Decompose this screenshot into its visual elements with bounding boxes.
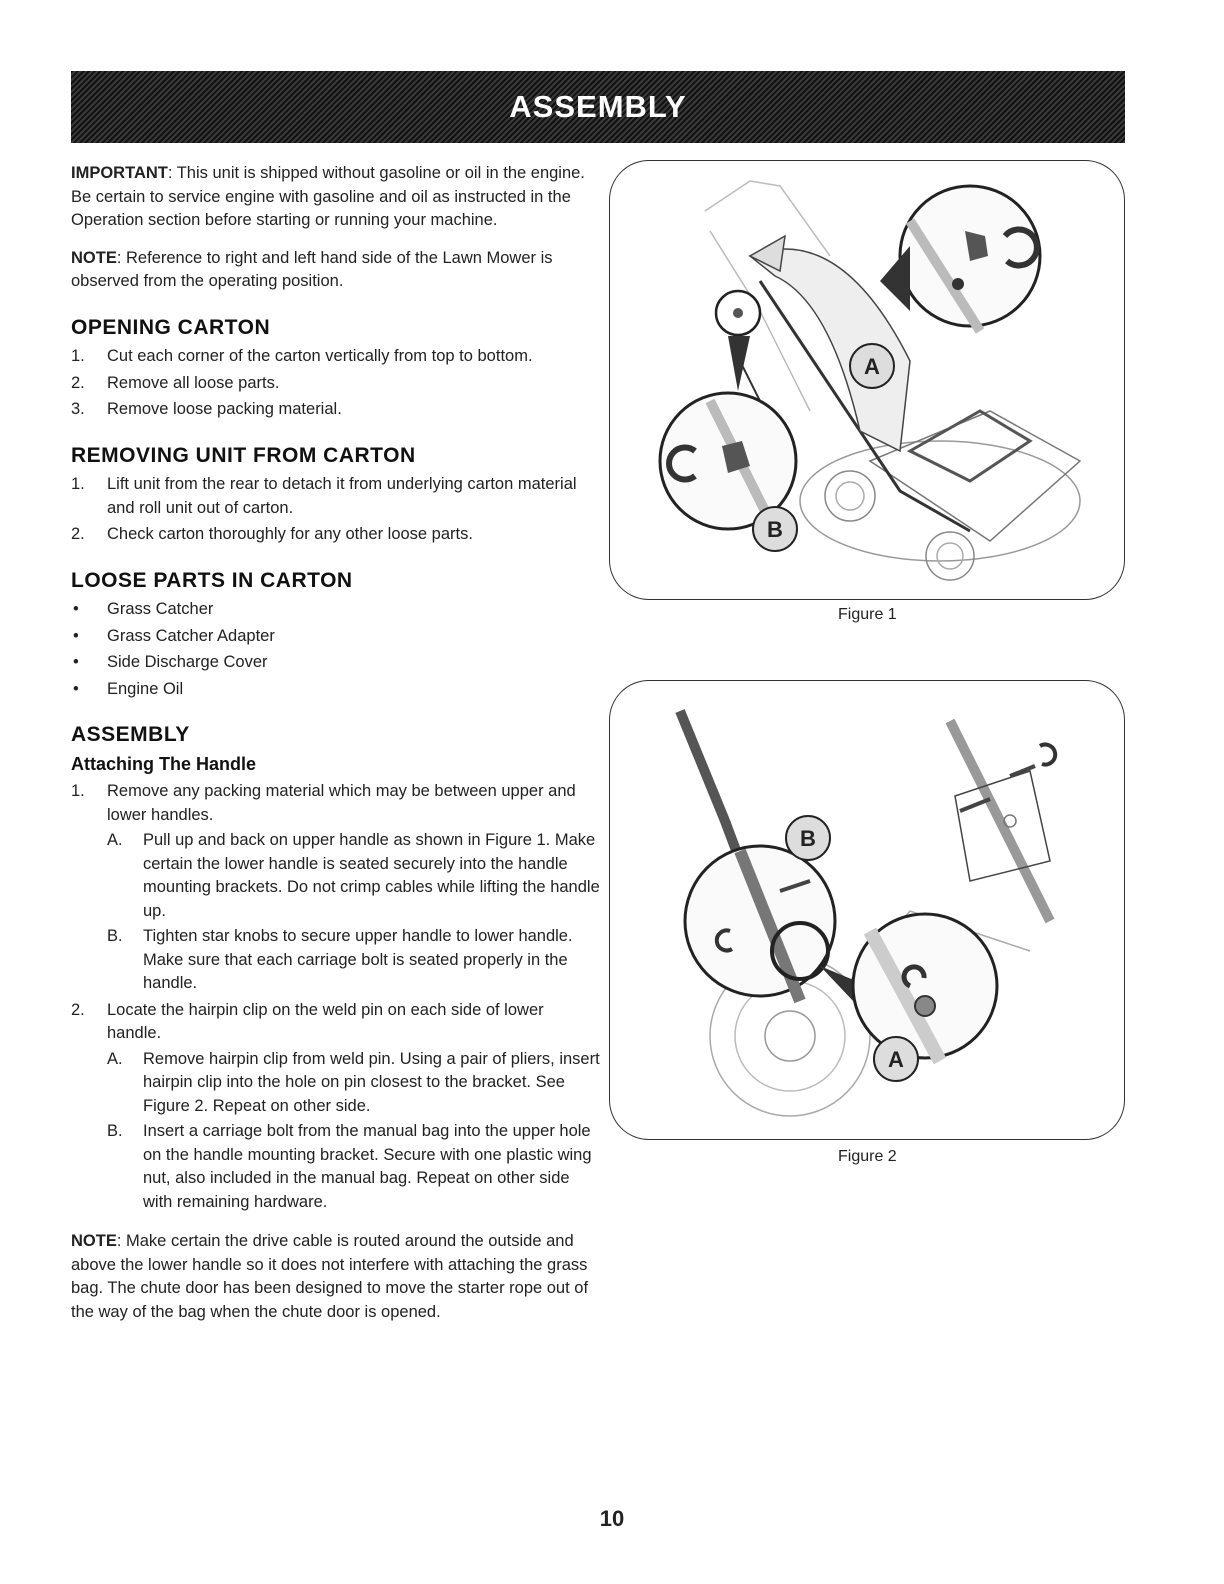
- figure-1-illustration: [609, 160, 1125, 600]
- important-label: IMPORTANT: [71, 164, 168, 182]
- drive-cable-note: [71, 1230, 601, 1324]
- assembly-heading: ASSEMBLY: [71, 723, 190, 746]
- callout-b-label: B: [800, 826, 816, 851]
- note-text: : Make certain the drive cable is routed around the outside and above the lower handle so it does not interfere with attaching the grass bag. The chute door has been designed to move the starter rope out of the way of the bag when the chute door is opened.: [71, 1232, 589, 1321]
- page-title: ASSEMBLY: [509, 89, 687, 124]
- list-item: [71, 473, 601, 520]
- figure-1-caption: Figure 1: [838, 606, 897, 623]
- step-number: 3.: [71, 400, 85, 418]
- opening-carton-steps: [71, 345, 601, 422]
- step-number: 2.: [71, 373, 85, 392]
- callout-b-label: B: [767, 517, 783, 542]
- step-number: 1.: [71, 475, 85, 493]
- loose-parts-heading: LOOSE PARTS IN CARTON: [71, 568, 353, 592]
- step-number: 2.: [71, 1000, 85, 1019]
- step-text: Remove all loose parts.: [107, 373, 280, 392]
- list-item: [71, 999, 601, 1215]
- section-banner: [71, 71, 1125, 143]
- substep-text: Insert a carriage bolt from the manual bag into the upper hole on the handle mounting bracket. Secure with one plastic wing nut, also included in the manual bag. Repeat on other side with remaining hardware.: [143, 1122, 592, 1211]
- figure-2-caption: Figure 2: [838, 1148, 897, 1165]
- important-paragraph: [71, 162, 601, 233]
- list-item: [107, 925, 601, 996]
- list-item: [107, 1120, 601, 1214]
- important-text: : This unit is shipped without gasoline or oil in the engine. Be certain to service engine with gasoline and oil as instructed in the Operation section before starting or running your machine.: [71, 164, 585, 229]
- assembly-steps: [71, 780, 601, 1214]
- step-number: 1.: [71, 347, 85, 365]
- step-text: Lift unit from the rear to detach it from underlying carton material and roll unit out of carton.: [107, 475, 577, 517]
- page-number: 10: [599, 1506, 625, 1531]
- substep-text: Tighten star knobs to secure upper handle to lower handle. Make sure that each carriage bolt is seated properly in the handle.: [143, 927, 573, 992]
- step-text: Check carton thoroughly for any other loose parts.: [107, 525, 473, 543]
- step-text: Remove loose packing material.: [107, 400, 342, 418]
- substep-letter: A.: [107, 1049, 123, 1068]
- list-item: [71, 398, 601, 422]
- list-item: • Side Discharge Cover: [71, 651, 601, 675]
- list-item: • Engine Oil: [71, 678, 601, 702]
- note-label: NOTE: [71, 248, 117, 267]
- callout-a-label: A: [888, 1047, 904, 1072]
- left-column: [71, 162, 601, 1338]
- substep-letter: A.: [107, 831, 123, 849]
- opening-carton-heading: OPENING CARTON: [71, 315, 271, 339]
- step-text: Cut each corner of the carton vertically from top to bottom.: [107, 347, 533, 365]
- removing-unit-steps: [71, 473, 601, 547]
- removing-unit-heading: REMOVING UNIT FROM CARTON: [71, 443, 416, 467]
- list-item: [71, 523, 601, 547]
- substeps: [107, 829, 601, 996]
- substep-letter: B.: [107, 927, 123, 945]
- substep-letter: B.: [107, 1122, 123, 1140]
- list-item: [71, 345, 601, 369]
- list-item: • Grass Catcher Adapter: [71, 625, 601, 649]
- attaching-handle-subheading: Attaching The Handle: [71, 753, 257, 774]
- figure-2-illustration: [609, 680, 1125, 1140]
- list-item: [71, 780, 601, 996]
- substep-text: Pull up and back on upper handle as shown in Figure 1. Make certain the lower handle is seated securely into the handle mounting brackets. Do not crimp cables while lifting the handle up.: [143, 831, 600, 920]
- step-number: 2.: [71, 525, 85, 543]
- mower-handle-illustration: [610, 161, 1124, 599]
- list-item: [71, 372, 601, 396]
- list-item: [107, 1048, 601, 1119]
- substep-text: Remove hairpin clip from weld pin. Using a pair of pliers, insert hairpin clip into the hole on pin closest to the bracket. See Figure 2. Repeat on other side.: [143, 1049, 600, 1115]
- step-number: 1.: [71, 782, 85, 800]
- note-text: : Reference to right and left hand side of the Lawn Mower is observed from the operating position.: [71, 248, 553, 290]
- substeps: [107, 1048, 601, 1215]
- note-paragraph: [71, 247, 601, 294]
- callout-a-label: A: [864, 354, 880, 379]
- list-item: [107, 829, 601, 923]
- hairpin-clip-illustration: [610, 681, 1124, 1139]
- loose-parts-list: [71, 598, 601, 701]
- note-label: NOTE: [71, 1232, 117, 1250]
- step-text: Locate the hairpin clip on the weld pin on each side of lower handle.: [107, 1000, 544, 1042]
- step-text: Remove any packing material which may be between upper and lower handles.: [107, 782, 576, 824]
- list-item: • Grass Catcher: [71, 598, 601, 622]
